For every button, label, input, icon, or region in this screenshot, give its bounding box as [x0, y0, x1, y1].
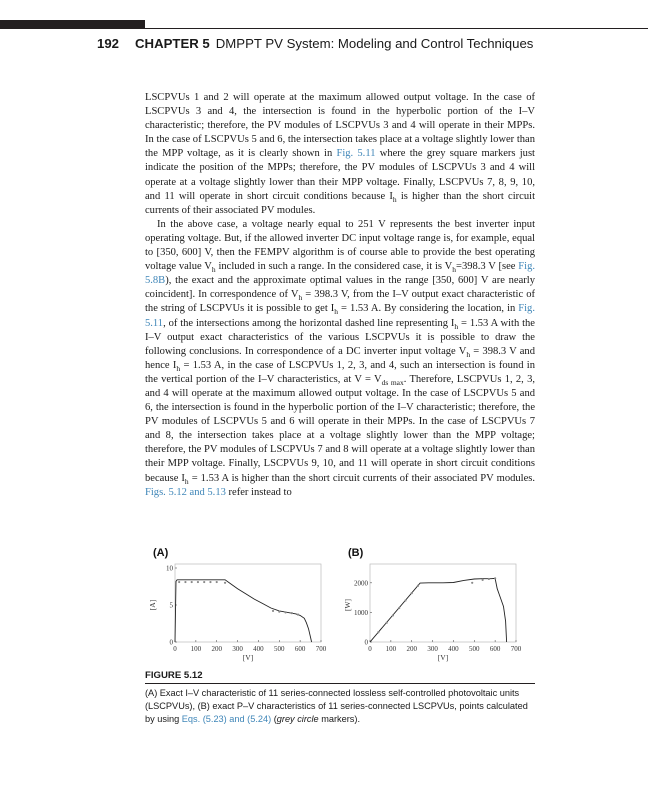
x-tick-label: 600 [489, 645, 501, 653]
text-run: =398.3 V [see [456, 261, 519, 273]
calculated-point-marker [398, 607, 400, 609]
calculated-point-marker [178, 581, 180, 583]
calculated-point-marker [386, 622, 388, 624]
x-tick-label: 300 [232, 645, 243, 653]
x-tick-label: 600 [294, 645, 306, 653]
text-run: = 398.3 V, from the I–V output exact characteristic of the string of LSCPVUs it is possible to get I [145, 289, 535, 315]
calculated-point-marker [184, 581, 186, 583]
subscript: h [392, 194, 397, 204]
calculated-point-marker [297, 614, 299, 616]
y-tick-label: 10 [166, 564, 173, 573]
x-tick-label: 500 [469, 645, 480, 653]
caption-text-run: (A) Exact I–V characteristic of 11 series-connected lossless self-controlled photovoltaic units (LSCPVUs), (B) exact P–V characteristics of 11 series-connected LSCPVUs, points calculated by using [145, 688, 528, 724]
text-run: = 1.53 A, in the case of LSCPVUs 1, 2, 3, and 4, such an intersection is found in the vertical portion of the I–V characteristics, at V = V [145, 359, 535, 385]
calculated-point-marker [272, 610, 274, 612]
calculated-point-marker [392, 614, 394, 616]
text-run: ), the exact and the approximate optimal values in the range [350, 600] V are nearly coincident]. In correspondence of V [145, 275, 535, 301]
figure-caption-text [145, 687, 535, 726]
calculated-point-marker [411, 592, 413, 594]
panel-label: (A) [153, 548, 169, 559]
subscript: h [176, 363, 181, 373]
panel-label: (B) [348, 548, 364, 559]
chart-panel-b [343, 548, 522, 662]
header-rule-block [0, 20, 145, 29]
calculated-point-marker [203, 581, 205, 583]
chapter-label: CHAPTER 5 [135, 36, 210, 51]
calculated-point-marker [216, 581, 218, 583]
subscript: ds max [381, 377, 404, 387]
cross-reference-link[interactable]: Figs. 5.12 and 5.13 [145, 486, 226, 498]
calculated-point-marker [488, 578, 490, 580]
subscript: h [334, 307, 339, 317]
running-header [97, 36, 533, 51]
calculated-point-marker [291, 612, 293, 614]
text-run: = 1.53 A. By considering the location, in [338, 303, 519, 315]
calculated-point-marker [284, 611, 286, 613]
text-run: = 398.3 V and hence I [145, 345, 535, 371]
subscript: h [184, 476, 189, 486]
text-run: is higher than the short circuit currents of their associated PV modules. [145, 190, 535, 216]
y-axis-label: [W] [343, 598, 352, 612]
x-axis-label: [V] [242, 653, 254, 662]
x-tick-label: 200 [211, 645, 222, 653]
calculated-point-marker [377, 631, 379, 633]
plot-frame [175, 564, 321, 642]
text-run: In the above case, a voltage nearly equal to 251 V represents the best inverter input operating voltage. But, if the allowed inverter DC input voltage range is, for example, equal to [350, 600] V, then the FEMPV algorithm is of course able to provide the best operating voltage value V [145, 218, 535, 273]
x-tick-label: 300 [427, 645, 438, 653]
subscript: h [454, 321, 459, 331]
calculated-point-marker [482, 579, 484, 581]
caption-text-run: markers). [318, 714, 360, 724]
figure-plots [145, 548, 535, 670]
body-text [145, 91, 535, 500]
chapter-title: DMPPT PV System: Modeling and Control Techniques [215, 36, 534, 51]
emphasis-text: grey circle [276, 714, 319, 724]
exact-characteristic-line [175, 580, 312, 642]
text-run: included in such a range. In the considered case, it is V [215, 261, 453, 273]
calculated-point-marker [197, 581, 199, 583]
paragraph [145, 218, 535, 500]
text-run: , of the intersections among the horizontal dashed line representing I [163, 317, 455, 329]
cross-reference-link[interactable]: Eqs. (5.23) and (5.24) [181, 714, 272, 724]
x-tick-label: 400 [253, 645, 264, 653]
figure-5-12 [145, 548, 535, 670]
text-run: where the grey square markers just indicate the position of the MPPs; therefore, the PV modules of LSCPVUs 3 and 4 will operate at a voltage slightly lower than their MPP voltage. Finally, LSCPVUs 7, 8, 9, 10, and 11 will operate in short circuit conditions because I [145, 148, 535, 202]
subscript: h [298, 293, 303, 303]
x-tick-label: 100 [190, 645, 202, 653]
calculated-point-marker [471, 582, 473, 584]
calculated-point-marker [224, 582, 226, 584]
y-tick-label: 0 [364, 638, 368, 647]
x-tick-label: 700 [510, 645, 522, 653]
text-run: = 1.53 A is higher than the short circuit currents of their associated PV modules. [188, 472, 535, 484]
text-run: LSCPVUs 1 and 2 will operate at the maximum allowed output voltage. In the case of LSCPVUs 3 and 4, the intersection is found in the hyperbolic portion of the I–V characteristic; therefore, the PV modules of LSCPVUs 3 and 4 will operate in their MPPs. In the case of LSCPVUs 5 and 6, the intersection takes place at a voltage slightly lower than the MPP voltage, as it is clearly shown in [145, 92, 535, 160]
plot-frame [370, 564, 516, 642]
calculated-point-marker [191, 581, 193, 583]
calculated-point-marker [417, 585, 419, 587]
text-run: refer instead to [225, 486, 292, 498]
paragraph [145, 91, 535, 218]
x-tick-label: 0 [173, 645, 177, 653]
y-tick-label: 0 [169, 638, 173, 647]
calculated-point-marker [278, 611, 280, 613]
x-tick-label: 200 [406, 645, 417, 653]
exact-characteristic-line [370, 578, 507, 642]
x-tick-label: 700 [315, 645, 327, 653]
calculated-point-marker [404, 599, 406, 601]
subscript: h [466, 349, 471, 359]
y-axis-label: [A] [148, 599, 157, 611]
cross-reference-link[interactable]: Fig. 5.11 [336, 148, 376, 160]
x-tick-label: 500 [274, 645, 285, 653]
figure-label: FIGURE 5.12 [145, 670, 535, 684]
text-run: = 1.53 A with the I–V output exact characteristics of the various LSCPVUs it is possible to draw the following conclusions. In correspondence of a DC inverter input voltage V [145, 317, 535, 357]
x-tick-label: 400 [448, 645, 459, 653]
y-tick-label: 5 [169, 601, 173, 610]
y-tick-label: 2000 [354, 579, 368, 588]
subscript: h [211, 265, 216, 275]
subscript: h [452, 265, 456, 275]
y-tick-label: 1000 [354, 608, 368, 617]
cross-reference-link[interactable]: Fig. 5.11 [145, 303, 535, 329]
cross-reference-link[interactable]: Fig. 5.8B [145, 261, 535, 287]
calculated-point-marker [494, 577, 496, 579]
x-tick-label: 100 [385, 645, 397, 653]
x-axis-label: [V] [437, 653, 449, 662]
chart-panel-a [148, 548, 327, 662]
caption-text-run: ( [271, 714, 277, 724]
text-run: . Therefore, LSCPVUs 1, 2, 3, and 4 will operate at the maximum allowed output voltage. In the case of LSCPVUs 5 and 6, the intersection is found in the hyperbolic portion of the I–V characteristic; therefore, the PV modules of LSCPVUs 5 and 6 will operate in their MPPs. In the case of LSCPVUs 7 and 8, the intersection takes place at a voltage slightly lower than the MPP voltage; therefore, the PV modules of LSCPVUs 7 and 8 will operate at a voltage slightly lower than their MPP voltage. Finally, LSCPVUs 9, 10, and 11 will operate in short circuit conditions because I [145, 373, 535, 484]
figure-caption [145, 670, 535, 726]
x-tick-label: 0 [368, 645, 372, 653]
page-number: 192 [97, 36, 120, 51]
calculated-point-marker [209, 581, 211, 583]
header-rule-line [145, 28, 648, 29]
